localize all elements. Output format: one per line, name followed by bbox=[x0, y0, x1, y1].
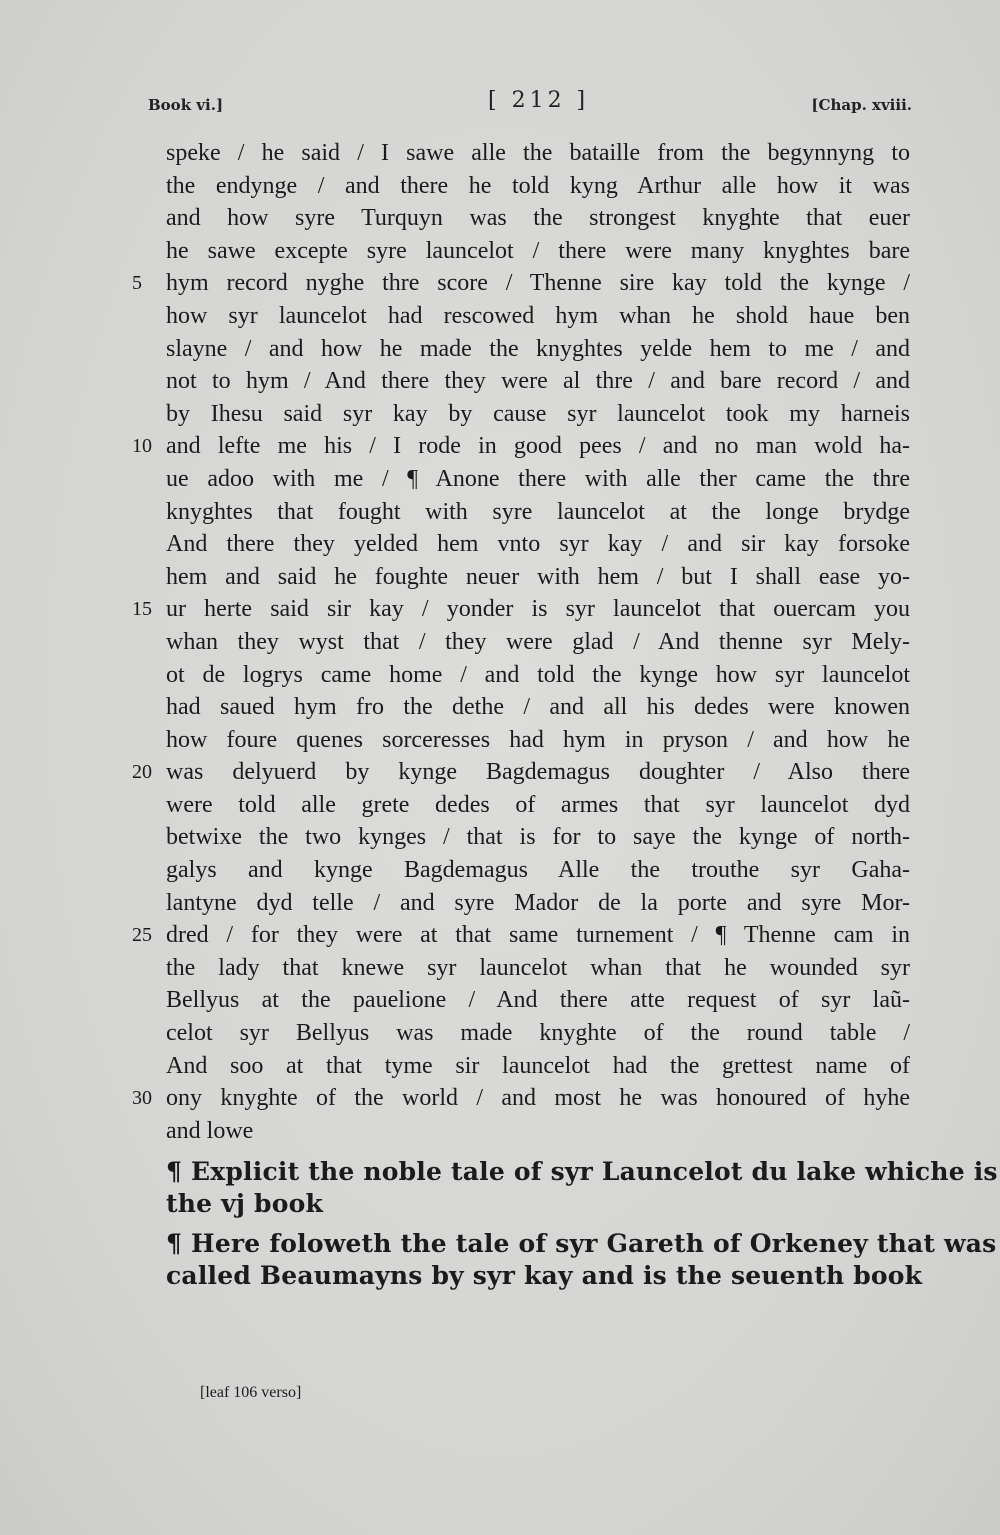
line-text: ot de logrys came home / and told the kynge how syr launcelot bbox=[166, 661, 910, 688]
text-line bbox=[166, 1115, 910, 1148]
text-line bbox=[166, 789, 910, 822]
line-text: hem and said he foughte neuer with hem / but I shall ease yo- bbox=[166, 563, 910, 590]
line-text: knyghtes that fought with syre launcelot at the longe brydge bbox=[166, 498, 910, 525]
text-line bbox=[166, 984, 910, 1017]
line-text: dred / for they were at that same turnement / ¶ Thenne cam in bbox=[166, 922, 910, 949]
text-line bbox=[166, 365, 910, 398]
text-line bbox=[166, 724, 910, 757]
text-line bbox=[166, 496, 910, 529]
text-line bbox=[166, 854, 910, 887]
line-text: and lowe bbox=[166, 1117, 254, 1144]
line-number: 20 bbox=[132, 761, 152, 784]
line-text: galys and kynge Bagdemagus Alle the trouthe syr Gaha- bbox=[166, 857, 910, 884]
text-line bbox=[166, 170, 910, 203]
main-text-block bbox=[132, 137, 910, 1147]
line-text: the lady that knewe syr launcelot whan that he wounded syr bbox=[166, 954, 910, 981]
line-text: And there they yelded hem vnto syr kay / and sir kay forsoke bbox=[166, 531, 910, 558]
line-text: were told alle grete dedes of armes that syr launcelot dyd bbox=[166, 791, 910, 818]
line-text: Bellyus at the pauelione / And there atte request of syr laũ- bbox=[166, 987, 910, 1014]
text-line bbox=[166, 561, 910, 594]
text-line bbox=[166, 463, 910, 496]
incipit-line-1: ¶ Here foloweth the tale of syr Gareth of Orkeney that was bbox=[166, 1229, 997, 1258]
line-text: and lefte me his / I rode in good pees / and no man wold ha- bbox=[166, 433, 910, 460]
explicit-line-2: the vj book bbox=[166, 1189, 323, 1218]
incipit-line-2: called Beaumayns by syr kay and is the seuenth book bbox=[166, 1261, 923, 1290]
line-text: and how syre Turquyn was the strongest knyghte that euer bbox=[166, 205, 910, 232]
text-line bbox=[166, 300, 910, 333]
text-line bbox=[132, 430, 910, 463]
line-number: 10 bbox=[132, 435, 152, 458]
line-text: ony knyghte of the world / and most he was honoured of hyhe bbox=[166, 1085, 910, 1112]
line-text: slayne / and how he made the knyghtes yelde hem to me / and bbox=[166, 335, 910, 362]
line-number: 15 bbox=[132, 598, 152, 621]
text-line bbox=[166, 528, 910, 561]
line-text: whan they wyst that / they were glad / And thenne syr Mely- bbox=[166, 628, 910, 655]
text-line bbox=[166, 137, 910, 170]
text-line bbox=[132, 267, 910, 300]
text-line bbox=[166, 691, 910, 724]
line-text: the endynge / and there he told kyng Arthur alle how it was bbox=[166, 172, 910, 199]
running-header-chapter: [Chap. xviii. bbox=[811, 96, 912, 114]
text-line bbox=[132, 1082, 910, 1115]
line-text: he sawe excepte syre launcelot / there were many knyghtes bare bbox=[166, 237, 910, 264]
text-line bbox=[166, 626, 910, 659]
text-line bbox=[132, 756, 910, 789]
running-header-book: Book vi.] bbox=[148, 96, 224, 114]
line-text: hym record nyghe thre score / Thenne sire kay told the kynge / bbox=[166, 270, 910, 297]
text-line bbox=[166, 887, 910, 920]
page-number: [ 212 ] bbox=[488, 88, 590, 113]
incipit-heading bbox=[166, 1228, 997, 1292]
text-line bbox=[132, 919, 910, 952]
line-number: 30 bbox=[132, 1087, 152, 1110]
text-line bbox=[166, 333, 910, 366]
line-text: by Ihesu said syr kay by cause syr launcelot took my harneis bbox=[166, 400, 910, 427]
line-text: how foure quenes sorceresses had hym in pryson / and how he bbox=[166, 726, 910, 753]
line-text: lantyne dyd telle / and syre Mador de la porte and syre Mor- bbox=[166, 889, 910, 916]
text-line bbox=[166, 398, 910, 431]
line-text: betwixe the two kynges / that is for to saye the kynge of north- bbox=[166, 824, 910, 851]
explicit-line-1: ¶ Explicit the noble tale of syr Launcelot du lake whiche is bbox=[166, 1157, 998, 1186]
line-text: how syr launcelot had rescowed hym whan he shold haue ben bbox=[166, 302, 910, 329]
text-line bbox=[166, 1017, 910, 1050]
text-line bbox=[132, 593, 910, 626]
line-text: ue adoo with me / ¶ Anone there with alle ther came the thre bbox=[166, 465, 910, 492]
line-text: not to hym / And there they were al thre / and bare record / and bbox=[166, 368, 910, 395]
text-line bbox=[166, 659, 910, 692]
text-line bbox=[166, 202, 910, 235]
text-line bbox=[166, 1050, 910, 1083]
line-text: speke / he said / I sawe alle the bataille from the begynnyng to bbox=[166, 140, 910, 166]
line-text: celot syr Bellyus was made knyghte of the round table / bbox=[166, 1020, 910, 1047]
leaf-note: [leaf 106 verso] bbox=[200, 1384, 302, 1401]
text-line bbox=[166, 821, 910, 854]
line-number: 25 bbox=[132, 924, 152, 947]
line-text: ur herte said sir kay / yonder is syr launcelot that ouercam you bbox=[166, 596, 910, 623]
text-line bbox=[166, 235, 910, 268]
line-text: was delyuerd by kynge Bagdemagus doughter / Also there bbox=[166, 759, 910, 786]
line-text: And soo at that tyme sir launcelot had the grettest name of bbox=[166, 1052, 910, 1079]
text-line bbox=[166, 952, 910, 985]
line-number: 5 bbox=[132, 272, 142, 295]
explicit-heading bbox=[166, 1156, 998, 1220]
line-text: had saued hym fro the dethe / and all his dedes were knowen bbox=[166, 694, 910, 721]
